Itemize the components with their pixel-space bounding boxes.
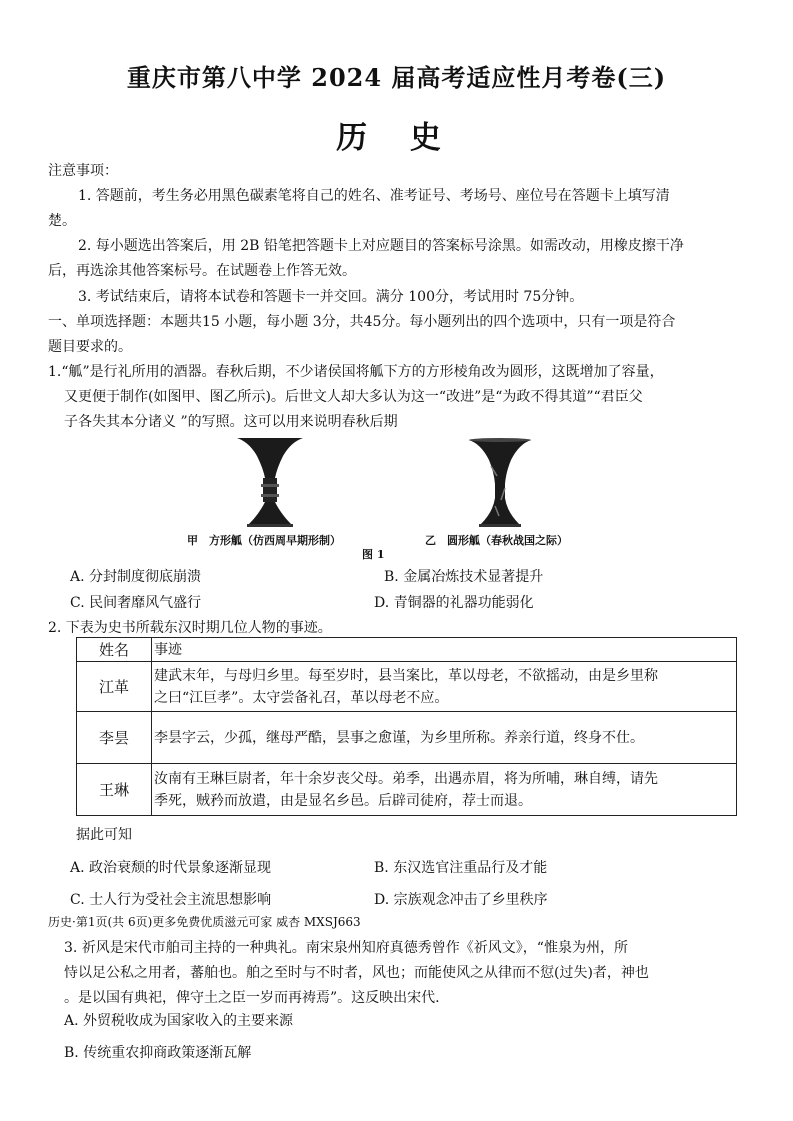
q3-stem-line2: 恃以足公私之用者，蕃舶也。舶之至时与不时者，风也；而能使风之从律而不愆(过失)者，神也 [64, 965, 649, 981]
q1-stem-line2: 又更便于制作(如图甲、图乙所示)。后世文人却大多认为这一“改进”是“为政不得其道”“君臣父 [64, 389, 643, 405]
q3-option-b: B. 传统重农抑商政策逐渐瓦解 [64, 1045, 252, 1061]
q1-stem-line3: 子各失其本分诸义 ”的写照。这可以用来说明春秋后期 [64, 414, 398, 430]
q2-after-table: 据此可知 [76, 827, 132, 843]
notice-heading: 注意事项： [48, 163, 118, 179]
table-row [77, 712, 737, 764]
section-heading: 一、单项选择题：本题共15 小题，每小题 3分，共45分。每小题列出的四个选项中，只有一项是符合 [48, 314, 676, 330]
table-cell-line: 建武末年，与母归乡里。每至岁时，县当案比，革以母老，不欲摇动，由是乡里称 [154, 667, 658, 684]
notice-item-2-cont: 后，再选涂其他答案标号。在试题卷上作答无效。 [48, 263, 356, 279]
table-cell-line: 季死，贼矜而放遣，由是显名乡邑。后辟司徒府，荐士而退。 [154, 792, 532, 809]
table-cell-events [152, 662, 737, 712]
table-cell-name: 江革 [77, 662, 152, 712]
table-cell-name: 李昙 [77, 712, 152, 764]
q1-option-c: C. 民间奢靡风气盛行 [70, 595, 202, 611]
events-table [76, 637, 737, 816]
table-cell-events [152, 764, 737, 816]
table-cell-line: 汝南有王琳巨尉者，年十余岁丧父母。弟季，出遇赤眉，将为所哺，琳自缚，请先 [154, 770, 658, 787]
table-header-name: 姓名 [77, 638, 152, 662]
table-header-events: 事迹 [152, 638, 737, 662]
q3-stem-line3: 。是以国有典祀，俾守土之臣一岁而再祷焉”。这反映出宋代. [64, 990, 440, 1006]
q3-option-a: A. 外贸税收成为国家收入的主要来源 [64, 1013, 294, 1029]
q2-option-a: A. 政治衰颓的时代景象逐渐显现 [70, 860, 272, 876]
notice-item-1: 1. 答题前，考生务必用黑色碳素笔将自己的姓名、准考证号、考场号、座位号在答题卡上填写清 [78, 188, 670, 204]
figure-label: 图 1 [362, 548, 385, 561]
table-cell-name: 王琳 [77, 764, 152, 816]
q2-option-b: B. 东汉选官注重品行及才能 [374, 860, 548, 876]
round-gu-vessel-image [465, 436, 535, 528]
table-cell-line: 李昙字云，少孤，继母严酷，昙事之愈谨，为乡里所称。养亲行道，终身不仕。 [154, 729, 644, 746]
table-row [77, 662, 737, 712]
figure-caption-left: 甲 方形觚（仿西周早期形制） [187, 534, 341, 547]
table-cell-line: 之曰“江巨孝”。太守尝备礼召，革以母老不应。 [154, 689, 449, 706]
subject-title: 历 史 [336, 120, 457, 156]
table-header-row [77, 638, 737, 662]
q1-option-b: B. 金属冶炼技术显著提升 [384, 569, 544, 585]
square-gu-vessel-image [225, 436, 315, 528]
section-heading-cont: 题目要求的。 [48, 339, 132, 355]
notice-item-3: 3. 考试结束后，请将本试卷和答题卡一并交回。满分 100分，考试用时 75分钟。 [78, 289, 584, 305]
table-cell-events [152, 712, 737, 764]
q1-option-a: A. 分封制度彻底崩溃 [70, 569, 202, 585]
q2-option-d: D. 宗族观念冲击了乡里秩序 [374, 892, 548, 908]
q1-option-d: D. 青铜器的礼器功能弱化 [374, 595, 534, 611]
q2-option-c: C. 士人行为受社会主流思想影响 [70, 892, 272, 908]
notice-item-1-cont: 楚。 [48, 213, 76, 229]
exam-title: 重庆市第八中学 2024 届高考适应性月考卷(三) [126, 63, 667, 92]
figure-caption-right: 乙 圆形觚（春秋战国之际） [425, 534, 568, 547]
page-footer: 历史·第1页(共 6页)更多免费优质滋元可家 威杏 MXSJ663 [48, 915, 361, 929]
table-row [77, 764, 737, 816]
q1-stem-line1: 1.“觚”是行礼所用的酒器。春秋后期，不少诸侯国将觚下方的方形棱角改为圆形，这既增加了容量， [48, 364, 664, 380]
q2-stem: 2. 下表为史书所载东汉时期几位人物的事迹。 [48, 620, 332, 636]
notice-item-2: 2. 每小题选出答案后，用 2B 铅笔把答题卡上对应题目的答案标号涂黑。如需改动，用橡皮擦干净 [78, 238, 684, 254]
q3-stem-line1: 3. 祈风是宋代市舶司主持的一种典礼。南宋泉州知府真德秀曾作《祈风文》，“惟泉为州，所 [64, 940, 628, 956]
